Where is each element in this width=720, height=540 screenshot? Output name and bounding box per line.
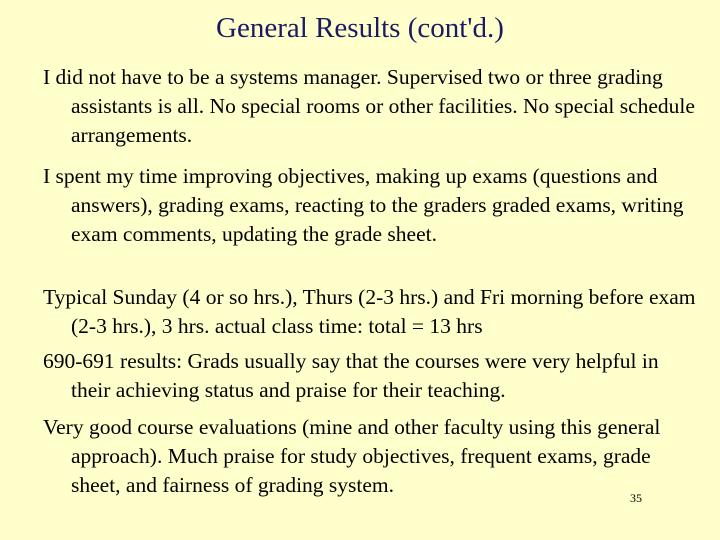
paragraph-690-691-results: 690-691 results: Grads usually say that the courses were very helpful in their achieving status and praise for their teaching. (43, 349, 659, 402)
slide-title: General Results (cont'd.) (216, 12, 504, 44)
page-number: 35 (630, 491, 642, 505)
paragraph-time-spent: I spent my time improving objectives, making up exams (questions and answers), grading exams, reacting to the graders graded exams, writing exam comments, updating the grade sheet. (43, 164, 684, 246)
paragraph-course-evaluations: Very good course evaluations (mine and other faculty using this general approach). Much praise for study objectives, frequent exams, grade sheet, and fairness of grading system. (43, 415, 661, 497)
paragraph-supervision: I did not have to be a systems manager. Supervised two or three grading assistants is all. No special rooms or other facilities. No special schedule arrangements. (43, 65, 695, 147)
paragraph-weekly-schedule: Typical Sunday (4 or so hrs.), Thurs (2-3 hrs.) and Fri morning before exam (2-3 hrs.), 3 hrs. actual class time: total = 13 hrs (43, 285, 696, 338)
